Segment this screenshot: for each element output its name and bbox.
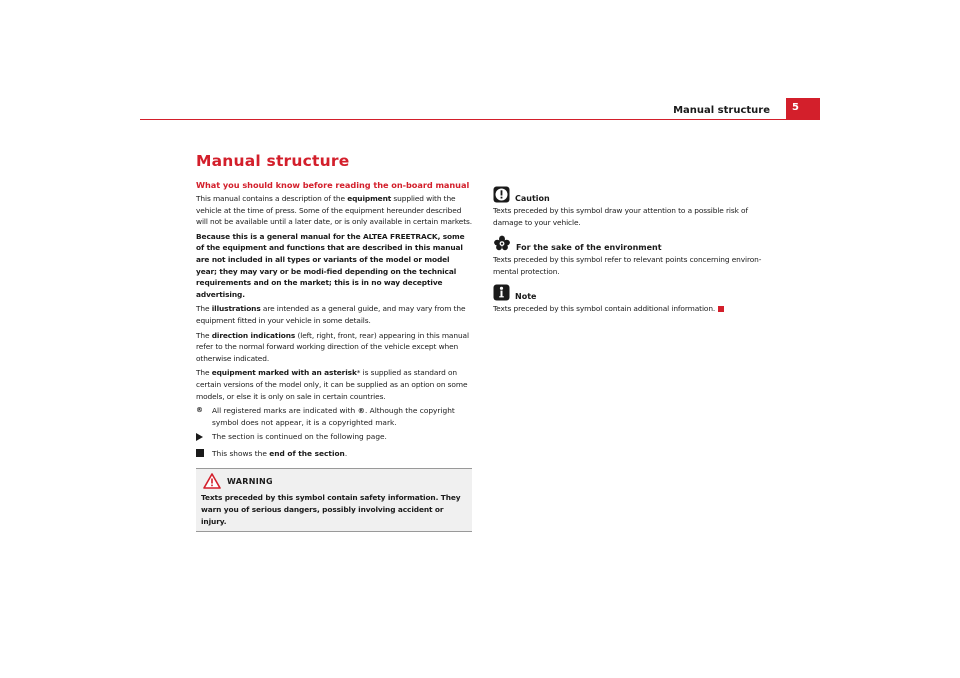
note-block: [493, 284, 765, 315]
warning-text: Texts preceded by this symbol contain safety information. They warn you of serious dangers, possibly involving accident or injury.: [201, 493, 461, 526]
note-label: Note: [515, 292, 537, 302]
continue-arrow-icon: [196, 433, 203, 441]
text-segment: are intended as a general guide, and may vary from the equipment fitted in your vehicle in some details.: [196, 304, 466, 325]
registered-mark-icon: ®: [196, 406, 203, 415]
environment-text: Texts preceded by this symbol refer to relevant points concerning environ-mental protection.: [493, 255, 762, 276]
note-text: Texts preceded by this symbol contain additional information.: [493, 304, 716, 314]
page-title: Manual structure: [196, 152, 350, 170]
paragraph-general-manual: [196, 231, 472, 301]
list-item-text: [212, 448, 347, 461]
warning-header: [203, 473, 467, 489]
note-info-icon: [493, 284, 510, 301]
section-subheading: What you should know before reading the on-board manual: [196, 180, 470, 190]
bold-term: equipment: [347, 194, 392, 203]
text-segment: * is supplied as standard on certain versions of the model only, it can be supplied as an option on some models, or else it is only on sale in certain countries.: [196, 368, 468, 401]
header-section-title: Manual structure: [673, 105, 770, 116]
list-marker: [196, 448, 212, 461]
bold-term: illustrations: [211, 304, 261, 314]
text-segment: (left, right, front, rear) appearing in this manual refer to the normal forward working direction of the vehicle except when otherwise indicated.: [196, 330, 469, 363]
note-header: [493, 284, 765, 301]
end-section-square-icon: [718, 306, 724, 312]
warning-triangle-icon: [203, 473, 221, 489]
bold-term: ®: [357, 406, 365, 416]
caution-block: [493, 186, 765, 228]
paragraph-equipment: [196, 193, 472, 228]
text-segment: The: [196, 304, 212, 314]
text-segment: This manual contains a description of the: [196, 194, 348, 203]
caution-exclamation-icon: [493, 186, 510, 203]
text-segment: All registered marks are indicated with: [212, 406, 358, 416]
list-marker: [196, 431, 212, 445]
paragraph-directions: [196, 330, 472, 365]
text-segment: supplied with the vehicle at the time of press. Some of the equipment hereunder described will not be available until a later date, or is only available in certain markets.: [196, 194, 473, 227]
text-segment: The: [196, 330, 212, 340]
text-segment: .: [344, 448, 348, 458]
left-column: [196, 180, 472, 532]
text-segment: This shows the: [212, 448, 270, 458]
bold-term: equipment marked with an asterisk: [211, 368, 357, 378]
environment-block: [493, 235, 765, 277]
text-segment: . Although the copyright symbol does not appear, it is a copyrighted mark.: [212, 406, 455, 427]
right-column: [493, 186, 765, 322]
header-divider: [140, 119, 820, 120]
list-item-end: [196, 448, 472, 461]
caution-label: Caution: [515, 194, 550, 203]
list-item-text: The section is continued on the following page.: [212, 432, 387, 442]
environment-header: [493, 235, 765, 252]
environment-flower-icon: [493, 235, 511, 252]
bold-term: end of the section: [269, 448, 345, 458]
text-segment: The: [196, 368, 212, 378]
caution-header: [493, 186, 765, 203]
environment-label: For the sake of the environment: [516, 243, 662, 253]
list-item-registered: [196, 405, 472, 428]
list-item-continued: [196, 431, 472, 445]
paragraph-illustrations: [196, 303, 472, 326]
end-section-square-icon: [196, 449, 204, 457]
bold-term: direction indications: [211, 330, 296, 340]
paragraph-asterisk: [196, 367, 472, 402]
warning-label: WARNING: [227, 476, 273, 486]
bold-paragraph: Because this is a general manual for the ALTEA FREETRACK, some of the equipment and functions that are described in this manual are not included in all types or variants of the model or model year; they may vary or be modi-fied depending on the technical requirements and on the market; this is in no way deceptive advertising.: [196, 231, 465, 299]
warning-box: [196, 468, 472, 532]
list-item-text: [212, 405, 472, 428]
note-paragraph: [493, 303, 765, 315]
caution-text: Texts preceded by this symbol draw your attention to a possible risk of damage to your vehicle.: [493, 206, 748, 227]
page-number-badge: 5: [786, 98, 820, 119]
